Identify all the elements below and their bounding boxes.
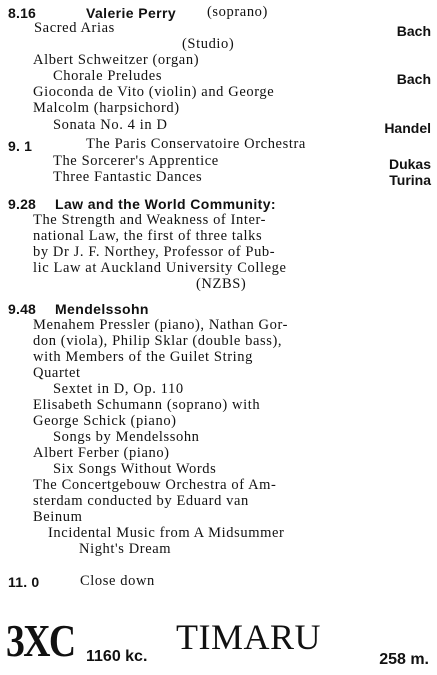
program-line: by Dr J. F. Northey, Professor of Pub-: [33, 244, 276, 260]
program-heading: Valerie Perry: [86, 5, 177, 21]
program-line: national Law, the first of three talks: [33, 228, 263, 244]
program-line: Beinum: [33, 509, 83, 525]
program-line: The Strength and Weakness of Inter-: [33, 212, 267, 228]
time-slot: 8.16: [8, 5, 37, 21]
composer-name: Turina: [389, 172, 431, 188]
program-line: Albert Schweitzer (organ): [33, 52, 200, 68]
program-line: Six Songs Without Words: [53, 461, 217, 477]
program-line: (NZBS): [196, 276, 247, 292]
station-frequency: 1160 kc.: [86, 648, 148, 665]
program-line: The Sorcerer's Apprentice: [53, 153, 219, 169]
station-wavelength: 258 m.: [379, 651, 429, 668]
time-slot: 9. 1: [8, 138, 33, 154]
program-line: Menahem Pressler (piano), Nathan Gor-: [33, 317, 289, 333]
time-slot: 9.28: [8, 196, 37, 212]
program-line: Close down: [80, 573, 155, 589]
program-line: Three Fantastic Dances: [53, 169, 203, 185]
program-heading: Law and the World Community:: [55, 196, 276, 212]
program-line: (Studio): [182, 36, 235, 52]
program-line: Sacred Arias: [34, 20, 115, 36]
program-line: Quartet: [33, 365, 81, 381]
time-slot: 11. 0: [8, 574, 40, 590]
program-line: lic Law at Auckland University College: [33, 260, 287, 276]
time-slot: 9.48: [8, 301, 37, 317]
program-line: George Schick (piano): [33, 413, 177, 429]
composer-name: Handel: [384, 120, 431, 136]
program-line: Songs by Mendelssohn: [53, 429, 200, 445]
program-line: Albert Ferber (piano): [33, 445, 170, 461]
composer-name: Bach: [396, 23, 431, 39]
program-line: Malcolm (harpsichord): [33, 100, 180, 116]
program-line: sterdam conducted by Eduard van: [33, 493, 249, 509]
program-line: The Concertgebouw Orchestra of Am-: [33, 477, 277, 493]
program-line: Sextet in D, Op. 110: [53, 381, 184, 397]
program-line: Chorale Preludes: [53, 68, 163, 84]
program-line: Sonata No. 4 in D: [53, 117, 168, 133]
program-line: Gioconda de Vito (violin) and George: [33, 84, 275, 100]
station-call-sign: 3XC: [6, 615, 75, 666]
composer-name: Bach: [396, 71, 431, 87]
composer-name: Dukas: [388, 156, 431, 172]
program-heading: Mendelssohn: [55, 301, 149, 317]
program-line: The Paris Conservatoire Orchestra: [86, 136, 306, 152]
program-line: don (viola), Philip Sklar (double bass),: [33, 333, 283, 349]
program-line: Night's Dream: [79, 541, 172, 557]
program-line: with Members of the Guilet String: [33, 349, 253, 365]
heading-note: (soprano): [207, 4, 268, 20]
program-line: Elisabeth Schumann (soprano) with: [33, 397, 261, 413]
station-city: TIMARU: [176, 617, 321, 657]
program-line: Incidental Music from A Midsummer: [48, 525, 285, 541]
